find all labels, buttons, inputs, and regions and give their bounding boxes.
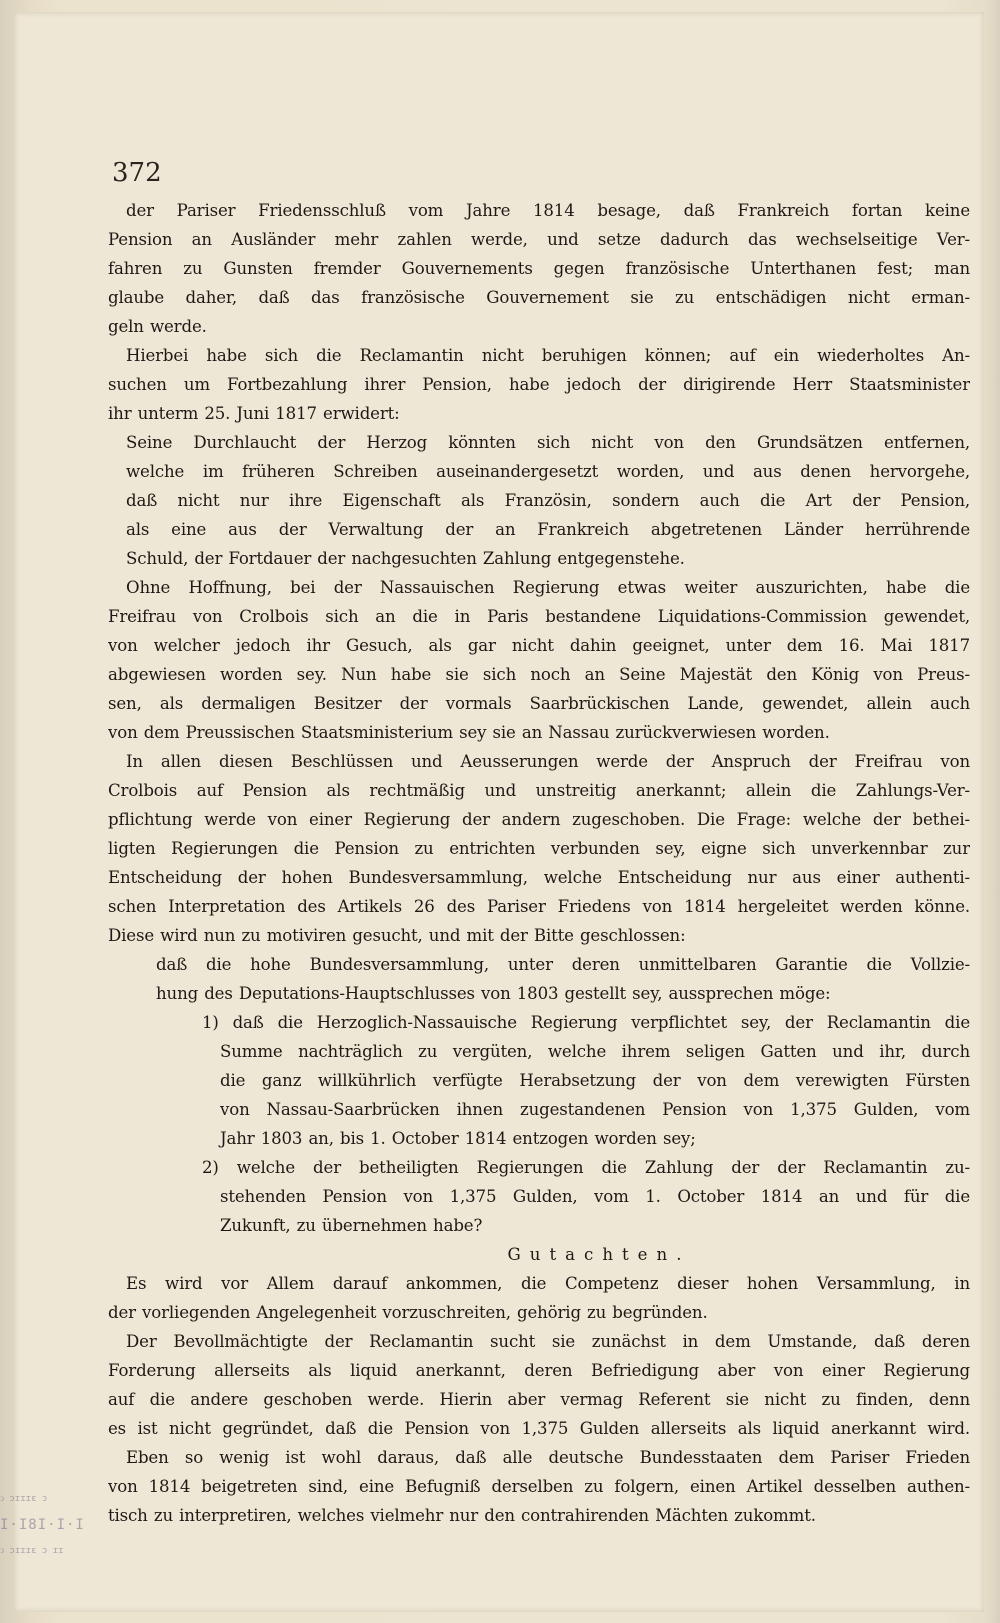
section-heading: Gutachten.: [507, 1245, 691, 1264]
text-line: fahren zu Gunsten fremder Gouvernements gegen französische Unterthanen fest; man: [108, 259, 970, 278]
text-line: Seine Durchlaucht der Herzog könnten sich nicht von den Grundsätzen entfernen,: [126, 433, 970, 452]
page-number: 372: [112, 158, 162, 188]
text-line: pflichtung werde von einer Regierung der andern zugeschoben. Die Frage: welche der bethei-: [108, 810, 970, 829]
text-line: der Pariser Friedensschluß vom Jahre 1814 besage, daß Frankreich fortan keine: [126, 201, 970, 220]
stamp-line-bottom: ↄ ɔɪɪɪɛ ɔ ɪɪ: [0, 1546, 64, 1556]
text-line: Schuld, der Fortdauer der nachgesuchten Zahlung entgegenstehe.: [126, 549, 685, 568]
text-line: In allen diesen Beschlüssen und Aeusserungen werde der Anspruch der Freifrau von: [126, 752, 970, 771]
text-line: von 1814 beigetreten sind, eine Befugniß derselben zu folgern, einen Artikel desselben authen-: [108, 1477, 970, 1496]
library-stamp: [0, 1486, 90, 1564]
text-line: der vorliegenden Angelegenheit vorzuschreiten, gehörig zu begründen.: [108, 1303, 708, 1322]
text-line: Summe nachträglich zu vergüten, welche ihrem seligen Gatten und ihr, durch: [220, 1042, 970, 1061]
text-line: Diese wird nun zu motiviren gesucht, und mit der Bitte geschlossen:: [108, 926, 686, 945]
text-line: Der Bevollmächtigte der Reclamantin sucht sie zunächst in dem Umstande, daß deren: [126, 1332, 970, 1351]
text-line: Entscheidung der hohen Bundesversammlung, welche Entscheidung nur aus einer authenti-: [108, 868, 970, 887]
text-line: suchen um Fortbezahlung ihrer Pension, habe jedoch der dirigirende Herr Staatsminister: [108, 375, 970, 394]
text-line: ihr unterm 25. Juni 1817 erwidert:: [108, 404, 400, 423]
text-line: sen, als dermaligen Besitzer der vormals Saarbrückischen Lande, gewendet, allein auch: [108, 694, 970, 713]
text-line: Crolbois auf Pension als rechtmäßig und unstreitig anerkannt; allein die Zahlungs-Ver-: [108, 781, 970, 800]
text-line: Pension an Ausländer mehr zahlen werde, und setze dadurch das wechselseitige Ver-: [108, 230, 970, 249]
stamp-line-top: ↄ ɔɪɪɪɛ ɔ: [0, 1494, 48, 1504]
text-line: Freifrau von Crolbois sich an die in Paris bestandene Liquidations-Commission gewendet,: [108, 607, 970, 626]
stamp-line-middle: I·I8I·I·I: [0, 1517, 85, 1533]
text-line: tisch zu interpretiren, welches vielmehr nur den contrahirenden Mächten zukommt.: [108, 1506, 816, 1525]
text-line: die ganz willkührlich verfügte Herabsetzung der von dem verewigten Fürsten: [220, 1071, 970, 1090]
text-line: welche im früheren Schreiben auseinandergesetzt worden, und aus denen hervorgehe,: [126, 462, 970, 481]
text-line: daß nicht nur ihre Eigenschaft als Französin, sondern auch die Art der Pension,: [126, 491, 970, 510]
text-line: von dem Preussischen Staatsministerium sey sie an Nassau zurückverwiesen worden.: [108, 723, 830, 742]
text-line: Es wird vor Allem darauf ankommen, die Competenz dieser hohen Versammlung, in: [126, 1274, 970, 1293]
text-line: 2) welche der betheiligten Regierungen die Zahlung der der Reclamantin zu-: [202, 1158, 970, 1177]
text-line: von Nassau-Saarbrücken ihnen zugestandenen Pension von 1,375 Gulden, vom: [220, 1100, 970, 1119]
text-line: 1) daß die Herzoglich-Nassauische Regierung verpflichtet sey, der Reclamantin die: [202, 1013, 970, 1032]
text-line: Zukunft, zu übernehmen habe?: [220, 1216, 483, 1235]
text-line: ligten Regierungen die Pension zu entrichten verbunden sey, eigne sich unverkennbar zur: [108, 839, 970, 858]
text-line: abgewiesen worden sey. Nun habe sie sich noch an Seine Majestät den König von Preus-: [108, 665, 970, 684]
text-line: Eben so wenig ist wohl daraus, daß alle deutsche Bundesstaaten dem Pariser Frieden: [126, 1448, 970, 1467]
text-line: Hierbei habe sich die Reclamantin nicht beruhigen können; auf ein wiederholtes An-: [126, 346, 970, 365]
text-line: von welcher jedoch ihr Gesuch, als gar nicht dahin geeignet, unter dem 16. Mai 1817: [108, 636, 970, 655]
text-line: Ohne Hoffnung, bei der Nassauischen Regierung etwas weiter auszurichten, habe die: [126, 578, 970, 597]
text-line: daß die hohe Bundesversammlung, unter deren unmittelbaren Garantie die Vollzie-: [156, 955, 970, 974]
text-line: schen Interpretation des Artikels 26 des Pariser Friedens von 1814 hergeleitet werden könne.: [108, 897, 970, 916]
text-line: Jahr 1803 an, bis 1. October 1814 entzogen worden sey;: [220, 1129, 696, 1148]
text-line: als eine aus der Verwaltung der an Frankreich abgetretenen Länder herrührende: [126, 520, 970, 539]
text-line: auf die andere geschoben werde. Hierin aber vermag Referent sie nicht zu finden, denn: [108, 1390, 970, 1409]
text-line: glaube daher, daß das französische Gouvernement sie zu entschädigen nicht erman-: [108, 288, 970, 307]
text-line: stehenden Pension von 1,375 Gulden, vom 1. October 1814 an und für die: [220, 1187, 970, 1206]
text-line: hung des Deputations-Hauptschlusses von 1803 gestellt sey, aussprechen möge:: [156, 984, 831, 1003]
text-line: es ist nicht gegründet, daß die Pension von 1,375 Gulden allerseits als liquid anerkannt wird.: [108, 1419, 970, 1438]
body-text: [108, 196, 970, 1530]
text-line: Forderung allerseits als liquid anerkannt, deren Befriedigung aber von einer Regierung: [108, 1361, 970, 1380]
text-line: geln werde.: [108, 317, 207, 336]
